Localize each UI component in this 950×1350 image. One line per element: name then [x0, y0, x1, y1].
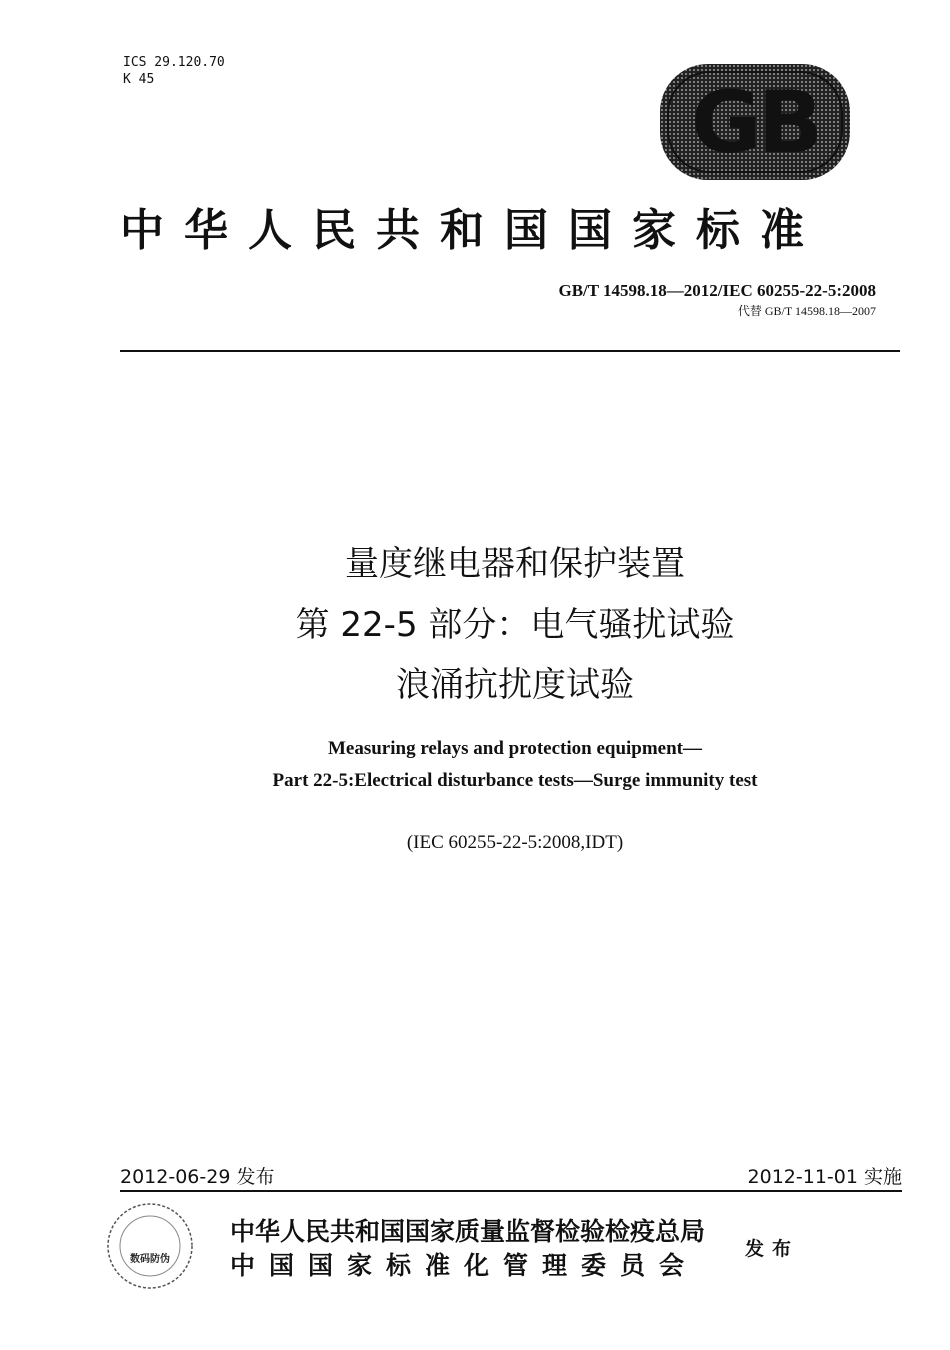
ccs-code: K 45	[123, 72, 155, 87]
equivalence-note: (IEC 60255-22-5:2008,IDT)	[406, 832, 624, 853]
issue-date: 2012-06-29 发布	[120, 1166, 275, 1188]
anti-counterfeit-stamp	[104, 1200, 196, 1292]
classification-codes	[123, 54, 225, 88]
implementation-date: 2012-11-01 实施	[747, 1166, 902, 1188]
stamp-label: 数码防伪	[130, 1254, 170, 1265]
gb-logo	[660, 64, 850, 180]
title-cn-line3: 浪涌抗扰度试验	[396, 665, 634, 705]
title-cn-line1: 量度继电器和保护装置	[345, 544, 685, 584]
gb-logo-text: GB	[690, 73, 820, 173]
issuer-line1: 中华人民共和国国家质量监督检验检疫总局	[230, 1217, 706, 1246]
issuer-line2: 中国国家标准化管理委员会	[230, 1251, 699, 1280]
standard-number: GB/T 14598.18—2012/IEC 60255-22-5:2008	[558, 281, 876, 300]
title-en-line1: Measuring relays and protection equipment—	[327, 738, 703, 759]
ics-code: ICS 29.120.70	[123, 55, 225, 70]
replaces-standard: 代替 GB/T 14598.18—2007	[737, 304, 876, 318]
title-cn-line2: 第 22-5 部分：电气骚扰试验	[295, 605, 735, 645]
header-divider	[120, 350, 900, 352]
organization-title: 中华人民共和国国家标准	[120, 205, 824, 256]
title-en-line2: Part 22-5:Electrical disturbance tests—Surge immunity test	[272, 770, 758, 791]
footer-divider	[120, 1190, 902, 1192]
publish-label: 发布	[745, 1238, 800, 1260]
